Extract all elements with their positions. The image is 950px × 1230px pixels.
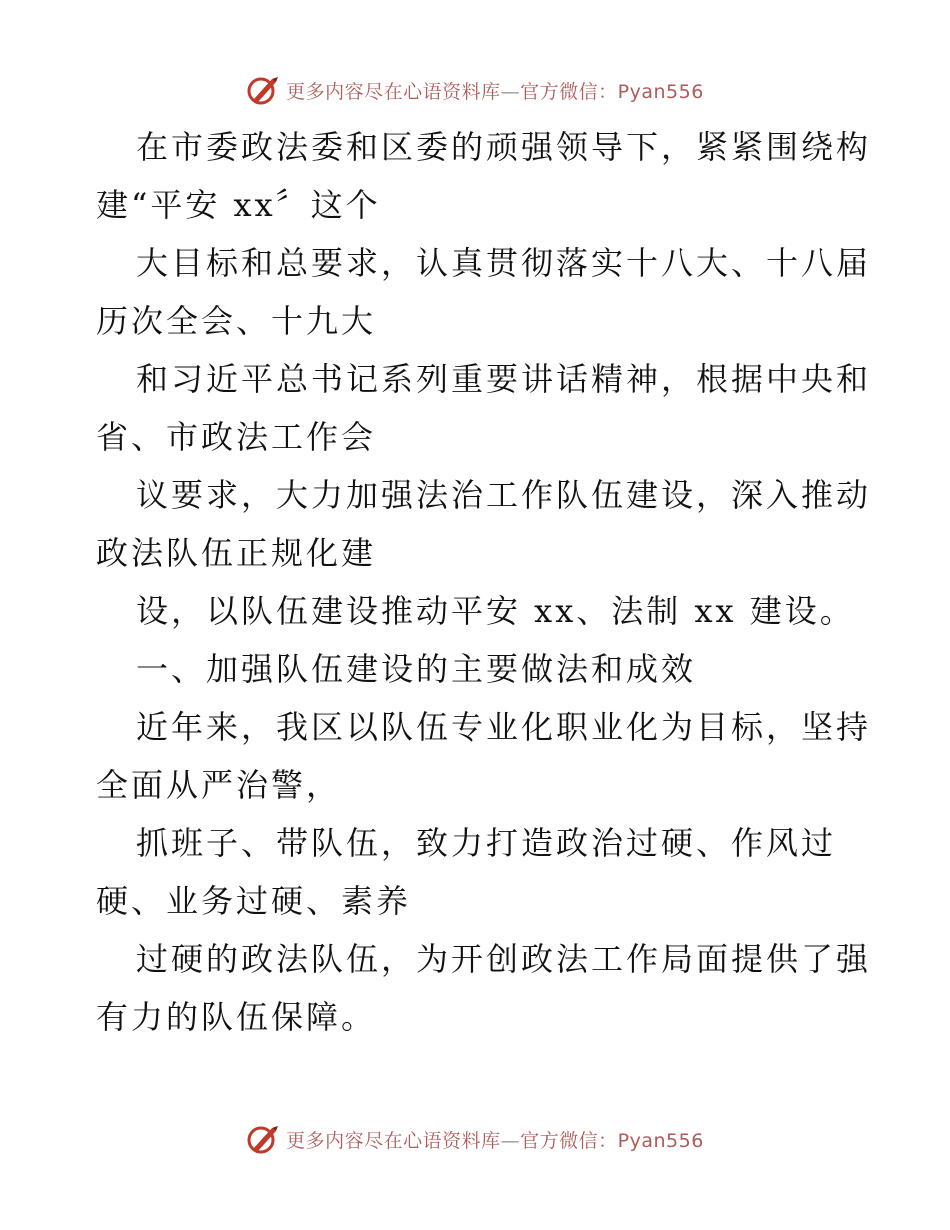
paragraph-line-6: 省、市政法工作会 <box>96 418 377 456</box>
paragraph-line-4: 历次全会、十九大 <box>96 302 377 340</box>
paragraph-line-2: 建“平安 xx〞这个 <box>96 186 381 224</box>
header-banner-separator: — <box>500 80 521 103</box>
paragraph-line-8: 政法队伍正规化建 <box>96 534 377 572</box>
paragraph-line-9: 设，以队伍建设推动平安 xx、法制 xx 建设。 <box>136 592 855 630</box>
pen-logo-icon <box>246 73 280 107</box>
paragraph-line-5: 和习近平总书记系列重要讲话精神，根据中央和 <box>136 360 872 398</box>
document-body <box>96 118 872 1046</box>
footer-banner <box>0 1119 950 1159</box>
paragraph-line-1: 在市委政法委和区委的顽强领导下，紧紧围绕构 <box>136 128 872 166</box>
paragraph-line-15: 过硬的政法队伍，为开创政法工作局面提供了强 <box>136 940 872 978</box>
paragraph-line-13: 抓班子、带队伍，致力打造政治过硬、作风过 <box>136 824 837 862</box>
paragraph-line-14: 硬、业务过硬、素养 <box>96 882 412 920</box>
paragraph-line-12: 全面从严治警， <box>96 766 342 804</box>
header-banner-main: 更多内容尽在心语资料库 <box>286 80 501 103</box>
section-heading: 一、加强队伍建设的主要做法和成效 <box>136 650 697 688</box>
footer-banner-separator: — <box>500 1129 521 1152</box>
pen-logo-icon <box>246 1122 280 1156</box>
header-banner-text <box>286 77 704 104</box>
header-banner-contact: 官方微信：Pyan556 <box>520 80 704 103</box>
paragraph-line-7: 议要求，大力加强法治工作队伍建设，深入推动 <box>136 476 872 514</box>
paragraph-line-3: 大目标和总要求，认真贯彻落实十八大、十八届 <box>136 244 872 282</box>
header-banner <box>0 70 950 110</box>
paragraph-line-16: 有力的队伍保障。 <box>96 998 377 1036</box>
footer-banner-text <box>286 1126 704 1153</box>
footer-banner-main: 更多内容尽在心语资料库 <box>286 1129 501 1152</box>
paragraph-line-11: 近年来，我区以队伍专业化职业化为目标，坚持 <box>136 708 872 746</box>
footer-banner-contact: 官方微信：Pyan556 <box>520 1129 704 1152</box>
